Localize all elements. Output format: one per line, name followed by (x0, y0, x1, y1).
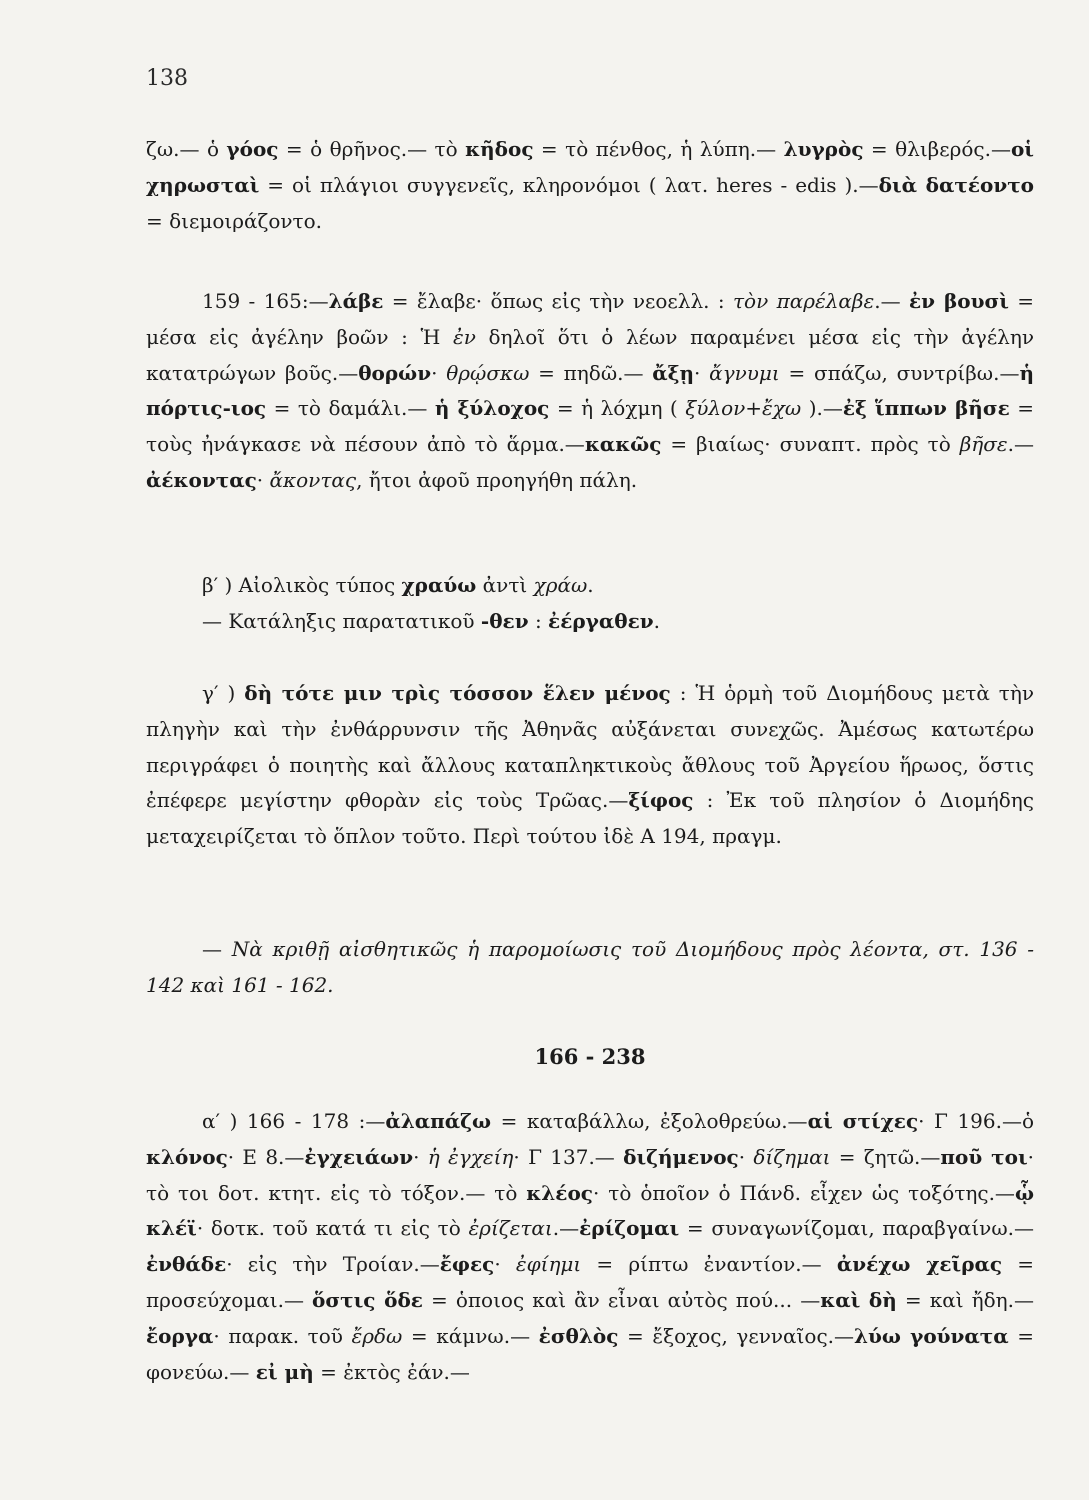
italic-term: ἡ ἐγχείη (427, 1144, 514, 1169)
text-run: · Ε 8.— (227, 1144, 305, 1169)
bold-term: ἐσθλὸς (538, 1323, 619, 1348)
paragraph (146, 568, 1034, 604)
bold-term: λύω γούνατα (854, 1323, 1009, 1348)
text-run: · (256, 467, 270, 492)
text-run: = ρίπτω ἐναντίον.— (581, 1252, 837, 1277)
bold-term: κακῶς (584, 432, 662, 457)
text-run: = πηδῶ.— (529, 360, 653, 385)
text-run: ἀντὶ (476, 573, 534, 597)
text-run: , ἤτοι ἀφοῦ προηγήθη πάλη. (356, 467, 638, 492)
bold-term: διζήμενος (623, 1144, 739, 1169)
text-run: · (694, 360, 710, 385)
paragraph-text (146, 676, 1034, 855)
bold-term: λυγρὸς (783, 137, 864, 161)
text-run: : (528, 609, 549, 633)
bold-term: ἐνθάδε (146, 1252, 227, 1277)
text-run: δηλοῖ ὅτι ὁ λέων παραμένει μέσα εἰς τὴν ἀγέλην κατατρώγων βοῦς.— (146, 324, 1034, 385)
bold-term: ἡ πόρτις-ιος (146, 360, 1034, 421)
bold-term: ὅστις ὅδε (312, 1287, 423, 1312)
text-run: = μέσα εἰς ἀγέλην βοῶν : Ἡ (146, 289, 1035, 349)
text-run: α′ ) 166 - 178 :— (202, 1109, 386, 1133)
text-run: γ′ ) (202, 681, 245, 705)
text-run: . (653, 609, 660, 633)
text-run: = συναγωνίζομαι, παραβγαίνω.— (679, 1216, 1034, 1241)
bold-term: αἱ στίχες (807, 1109, 919, 1133)
text-run: = καὶ ἤδη.— (896, 1287, 1035, 1312)
text-run: · (738, 1144, 754, 1169)
italic-term: ἄκοντας (269, 467, 357, 492)
bold-term: ἐέργαθεν (548, 609, 654, 633)
text-run: = θλιβερός.— (863, 137, 1011, 161)
bold-term: κλέος (526, 1180, 593, 1205)
text-run: = κάμνω.— (402, 1323, 539, 1348)
paragraph (146, 284, 1034, 499)
bold-term: ἐν βουσὶ (908, 289, 1009, 313)
text-run: = προσεύχομαι.— (146, 1252, 1035, 1312)
text-run: — (202, 937, 232, 961)
bold-term: εἰ μὴ (255, 1359, 314, 1384)
text-run: : Ἡ ὁρμὴ τοῦ Διομήδους μετὰ τὴν πληγὴν καὶ τὴν ἐνθάρρυνσιν τῆς Ἀθηνᾶς αὐξάνεται συνεχῶς. Ἀμέσως κατωτέρω περιγράφει ὁ ποιητὴς καὶ ἄλλους καταπληκτικοὺς ἄθλους τοῦ Ἀργείου ἥρωος, ὅστις ἐπέφερε μεγίστην φθορὰν εἰς τοὺς Τρῶας.— (146, 681, 1035, 813)
bold-term: ἀέκοντας (146, 467, 257, 492)
text-run: = τὸ πένθος, ἡ λύπη.— (533, 137, 784, 161)
bold-term: ἀλαπάζω (385, 1109, 492, 1133)
italic-term: ἐν (452, 324, 476, 349)
italic-term: ἄγνυμι (709, 360, 780, 385)
bold-term: δὴ τότε μιν τρὶς τόσσον ἕλεν μένος (244, 681, 671, 705)
text-run: 159 - 165:— (202, 289, 329, 313)
text-run: · τὸ τοι δοτ. κτητ. εἰς τὸ τόξον.— τὸ (146, 1144, 1035, 1205)
italic-term: ἐφίημι (515, 1252, 582, 1277)
bold-term: ἔοργα (146, 1323, 214, 1348)
bold-term: ἀνέχω χεῖρας (836, 1252, 1003, 1277)
paragraph (146, 932, 1034, 1004)
paragraph-text (146, 568, 1034, 604)
text-run: = φονεύω.— (146, 1323, 1034, 1384)
italic-term: δίζημαι (753, 1144, 831, 1169)
bold-term: ᾧ κλέϊ (146, 1180, 1034, 1241)
text-run: = βιαίως· συναπτ. πρὸς τὸ (661, 432, 960, 457)
bold-term: ἡ ξύλοχος (434, 396, 550, 421)
text-run: = τοὺς ἠνάγκασε νὰ πέσουν ἀπὸ τὸ ἅρμα.— (146, 396, 1035, 457)
bold-term: ἐγχειάων (304, 1144, 414, 1169)
text-run: = τὸ δαμάλι.— (266, 396, 435, 421)
page-number: 138 (146, 66, 188, 91)
text-run: · τὸ ὁποῖον ὁ Πάνδ. εἶχεν ὡς τοξότης.— (593, 1180, 1015, 1205)
paragraph-text (146, 132, 1034, 239)
text-run: = ὁ θρῆνος.— τὸ (278, 137, 466, 161)
paragraph (146, 1104, 1034, 1390)
bold-term: ἄξῃ (652, 360, 695, 385)
italic-term: Νὰ κριθῇ αἰσθητικῶς ἡ παρομοίωσις τοῦ Διομήδους πρὸς λέοντα, στ. 136 - 142 καὶ 161 - 162. (146, 937, 1035, 997)
text-run: = οἱ πλάγιοι συγγενεῖς, κληρονόμοι ( λατ. heres - edis ).— (259, 172, 879, 197)
text-run: = ἐκτὸς ἐάν.— (313, 1359, 470, 1384)
italic-term: τὸν παρέλαβε (732, 289, 875, 313)
bold-term: γόος (226, 137, 279, 161)
text-run: = σπάζω, συντρίβω.— (779, 360, 1020, 385)
text-run: = ἔξοχος, γενναῖος.— (618, 1323, 854, 1348)
italic-term: βῆσε (959, 432, 1008, 457)
text-run: .— (552, 1216, 580, 1241)
text-run: β′ ) Αἰολικὸς τύπος (202, 573, 402, 597)
bold-term: ξίφος (628, 788, 694, 813)
bold-term: λάβε (328, 289, 384, 313)
bold-term: -θεν (480, 609, 529, 633)
italic-term: θρῴσκω (446, 360, 530, 385)
bold-term: ποῦ τοι (940, 1144, 1028, 1169)
bold-term: θορών (358, 360, 432, 385)
text-run: · παρακ. τοῦ (213, 1323, 352, 1348)
paragraph-text (146, 604, 1034, 640)
paragraph-text (146, 284, 1034, 499)
text-run: = ὁποιος καὶ ἂν εἶναι αὐτὸς πού... — (422, 1287, 821, 1312)
bold-term: οἱ χηρωσταὶ (146, 137, 1034, 197)
bold-term: ἐξ ἵππων βῆσε (842, 396, 1010, 421)
text-run: .— (874, 289, 909, 313)
paragraph-text (146, 1104, 1034, 1390)
text-run: ζω.— ὁ (146, 137, 227, 161)
paragraph-text (146, 932, 1034, 1004)
italic-term: ἔρδω (351, 1323, 403, 1348)
bold-term: ἐρίζομαι (579, 1216, 680, 1241)
bold-term: διὰ δατέοντο (878, 172, 1034, 197)
text-run: ).— (801, 396, 843, 421)
italic-term: ἐρίζεται (468, 1216, 553, 1241)
text-run: · (413, 1144, 428, 1169)
text-run: = καταβάλλω, ἐξολοθρεύω.— (491, 1109, 808, 1133)
text-run: = ἔλαβε· ὅπως εἰς τὴν νεοελλ. : (383, 289, 733, 313)
text-run: . (587, 573, 594, 597)
paragraph (146, 132, 1034, 239)
section-heading: 166 - 238 (534, 1044, 646, 1069)
bold-term: καὶ δὴ (820, 1287, 897, 1312)
bold-term: κλόνος (146, 1144, 228, 1169)
text-run: — Κατάληξις παρατατικοῦ (202, 609, 481, 633)
italic-term: χράω (533, 573, 588, 597)
text-run: .— (1007, 432, 1034, 457)
text-run: = ζητῶ.— (830, 1144, 941, 1169)
italic-term: ξύλον+ἔχω (685, 396, 802, 421)
text-run: = διεμοιράζοντο. (146, 208, 323, 233)
paragraph (146, 676, 1034, 855)
text-run: · Γ 137.— (513, 1144, 624, 1169)
text-run: · εἰς τὴν Τροίαν.— (226, 1252, 440, 1277)
text-run: = ἡ λόχμη ( (549, 396, 686, 421)
text-run: · (431, 360, 447, 385)
bold-term: χραύω (401, 573, 477, 597)
bold-term: ἔφες (439, 1252, 495, 1277)
paragraph (146, 604, 1034, 640)
text-run: · (494, 1252, 516, 1277)
text-run: : Ἐκ τοῦ πλησίον ὁ Διομήδης μεταχειρίζεται τὸ ὅπλον τοῦτο. Περὶ τούτου ἰδὲ Α 194, πραγμ. (146, 788, 1034, 849)
bold-term: κῆδος (465, 137, 534, 161)
text-run: · δοτκ. τοῦ κατά τι εἰς τὸ (196, 1216, 469, 1241)
text-run: · Γ 196.—ὁ (918, 1109, 1035, 1133)
